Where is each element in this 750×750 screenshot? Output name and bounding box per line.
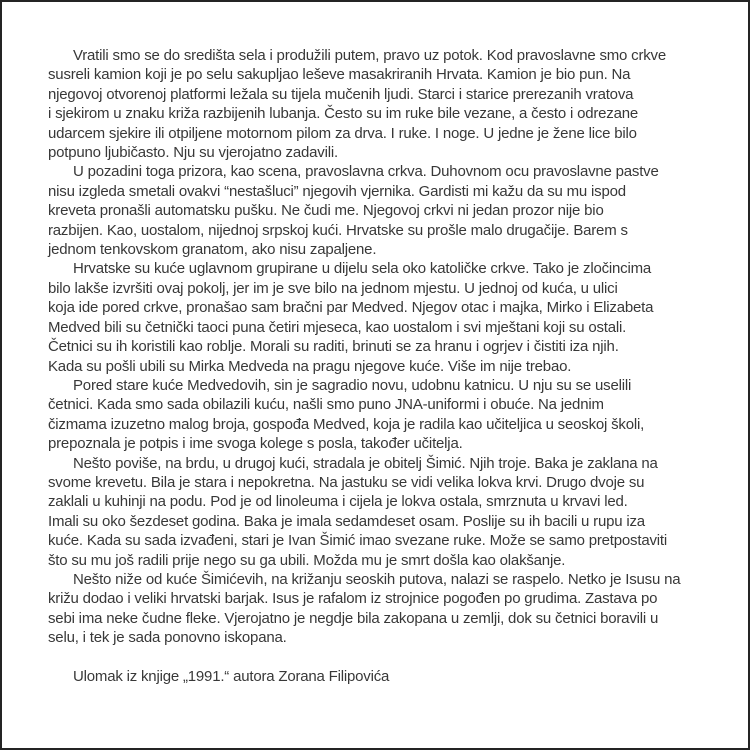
source-credit: Ulomak iz knjige „1991.“ autora Zorana Filipovića <box>73 667 390 685</box>
paragraph <box>48 570 710 648</box>
paragraph-line: razbijen. Kao, uostalom, nijednoj srpskoj kući. Hrvatske su prošle malo drugačije. Barem s <box>48 221 628 239</box>
paragraph-line: koja ide pored crkve, pronašao sam bračni par Medved. Njegov otac i majka, Mirko i Elizabeta <box>48 299 654 317</box>
paragraph-line: bilo lakše izvršiti ovaj pokolj, jer im je sve bilo na jednom mjestu. U jednoj od kuća, u ulici <box>48 279 618 297</box>
paragraph-line: zaklali u kuhinji na podu. Pod je od linoleuma i cijela je lokva ostala, smrznuta u krvavi led. <box>48 493 628 511</box>
text-block <box>48 46 710 686</box>
paragraph-line: njegovoj otvorenoj platformi ležala su tijela mučenih ljudi. Starci i starice prerezanih vratova <box>48 85 634 103</box>
paragraph-line: Nešto niže od kuće Šimićevih, na križanju seoskih putova, nalazi se raspelo. Netko je Isusu na <box>73 570 681 588</box>
paragraph <box>48 454 710 570</box>
paragraph-line: Nešto poviše, na brdu, u drugoj kući, stradala je obitelj Šimić. Njih troje. Baka je zaklana na <box>73 454 658 472</box>
paragraph <box>48 376 710 454</box>
paragraph-line: Pored stare kuće Medvedovih, sin je sagradio novu, udobnu katnicu. U nju su se uselili <box>73 376 632 394</box>
paragraph-line: potpuno ljubičasto. Nju su vjerojatno zadavili. <box>48 144 338 162</box>
paragraph-line: selu, i tek je sada ponovno iskopana. <box>48 629 287 647</box>
paragraph-line: prepoznala je potpis i ime svoga kolege s posla, također učitelja. <box>48 435 463 453</box>
paragraph-line: nisu izgleda smetali ovakvi “nestašluci” njegovih vjernika. Gardisti mi kažu da su mu ispod <box>48 182 626 200</box>
paragraph-line: kreveta pronašli automatsku pušku. Ne čudi me. Njegovoj crkvi ni jedan prozor nije bio <box>48 202 604 220</box>
paragraph <box>48 162 710 259</box>
paragraph-line: što su mu još radili prije nego su ga ubili. Možda mu je smrt došla kao olakšanje. <box>48 551 566 569</box>
paragraph-line: jednom tenkovskom granatom, ako nisu zapaljene. <box>48 241 377 259</box>
paragraph-line: Kada su pošli ubili su Mirka Medveda na pragu njegove kuće. Više im nije trebao. <box>48 357 572 375</box>
paragraph-line: Imali su oko šezdeset godina. Baka je imala sedamdeset osam. Poslije su ih bacili u rupu iza <box>48 512 645 530</box>
paragraph-line: čizmama izuzetno malog broja, gospođa Medved, koja je radila kao učiteljica u seoskoj školi, <box>48 415 645 433</box>
paragraph-line: Četnici su ih koristili kao roblje. Morali su raditi, brinuti se za hranu i ogrjev i čistiti iza njih. <box>48 338 619 356</box>
paragraph-line: sebi ima neke čudne fleke. Vjerojatno je negdje bila zakopana u zemlji, dok su četnici boravili u <box>48 609 659 627</box>
paragraph <box>48 259 710 375</box>
paragraph-line: kuće. Kada su sada izvađeni, stari je Ivan Šimić imao svezane ruke. Može se samo pretpostaviti <box>48 532 668 550</box>
paragraph-line: U pozadini toga prizora, kao scena, pravoslavna crkva. Duhovnom ocu pravoslavne pastve <box>73 163 659 181</box>
paragraph-line: susreli kamion koji je po selu sakupljao leševe masakriranih Hrvata. Kamion je bio pun. Na <box>48 66 631 84</box>
paragraph <box>48 46 710 162</box>
paragraph-line: križu dodao i veliki hrvatski barjak. Isus je rafalom iz strojnice pogođen po grudima. Zastava po <box>48 590 658 608</box>
paragraph-line: Vratili smo se do središta sela i produžili putem, pravo uz potok. Kod pravoslavne smo crkve <box>73 47 666 64</box>
paragraph-line: Hrvatske su kuće uglavnom grupirane u dijelu sela oko katoličke crkve. Tako je zločincima <box>73 260 652 278</box>
paragraph-line: i sjekirom u znaku križa razbijenih lubanja. Često su im ruke bile vezane, a često i odrezane <box>48 105 639 123</box>
paragraph-line: udarcem sjekire ili otpiljene motornom pilom za drva. I ruke. I noge. U jedne je žene lice bilo <box>48 124 637 142</box>
paragraph-line: svome krevetu. Bila je stara i nepokretna. Na jastuku se vidi velika lokva krvi. Drugo dvoje su <box>48 473 645 491</box>
paragraph-line: Medved bili su četnički taoci puna četiri mjeseca, kao uostalom i svi mještani koji su ostali. <box>48 318 627 336</box>
paragraph-line: četnici. Kada smo sada obilazili kuću, našli smo puno JNA-uniformi i obuće. Na jednim <box>48 396 604 414</box>
